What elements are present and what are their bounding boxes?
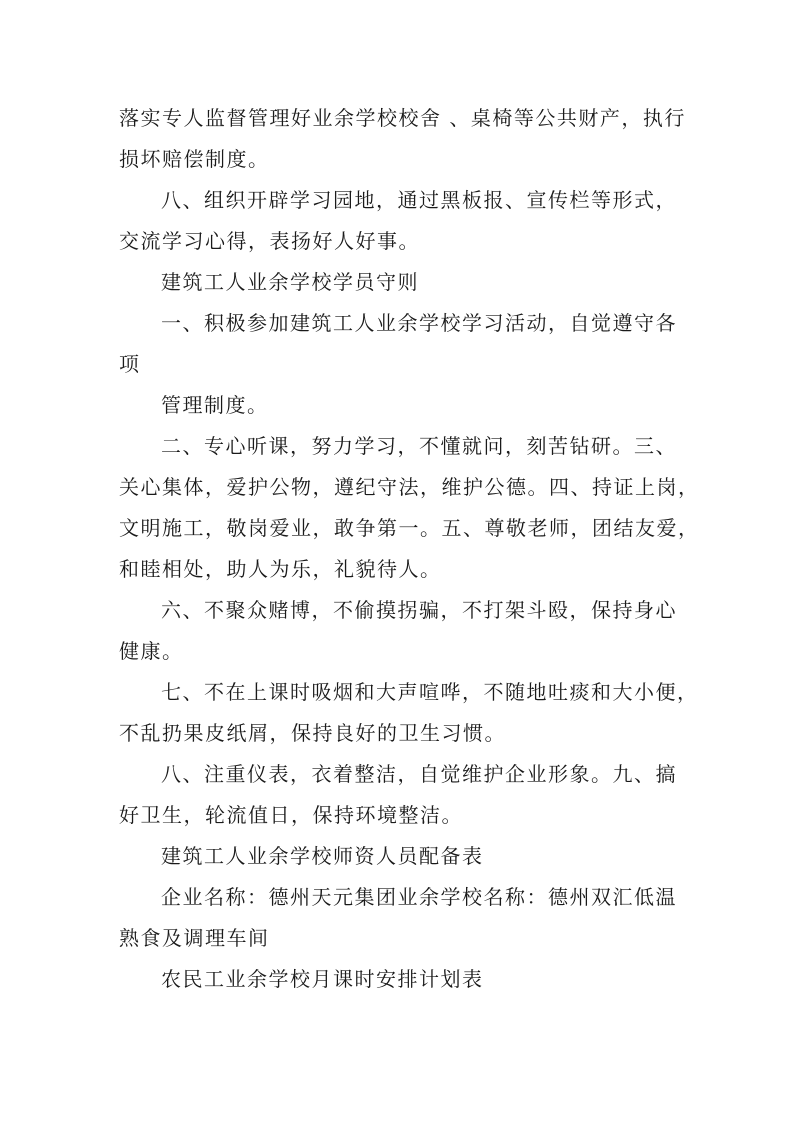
paragraph-rules-2-to-5 xyxy=(119,426,700,590)
text-line: 文明施工，敬岗爱业，敢争第一。五、尊敬老师，团结友爱， xyxy=(119,516,700,540)
text-line: 健康。 xyxy=(119,639,184,663)
text-line: 建筑工人业余学校学员守则 xyxy=(161,270,419,294)
text-line: 项 xyxy=(119,352,141,376)
text-line: 关心集体，爱护公物，遵纪守法，维护公德。四、持证上岗， xyxy=(119,475,700,499)
text-line: 熟食及调理车间 xyxy=(119,926,270,950)
text-line: 和睦相处，助人为乐，礼貌待人。 xyxy=(119,557,442,581)
text-line: 一、积极参加建筑工人业余学校学习活动，自觉遵守各 xyxy=(161,311,677,335)
text-line: 建筑工人业余学校师资人员配备表 xyxy=(161,844,484,868)
section-heading-monthly-schedule xyxy=(119,959,679,1000)
text-line: 农民工业余学校月课时安排计划表 xyxy=(161,967,484,991)
text-line: 八、注重仪表，衣着整洁，自觉维护企业形象。九、搞 xyxy=(161,762,677,786)
paragraph-rules-8-9 xyxy=(119,754,679,836)
text-line: 交流学习心得，表扬好人好事。 xyxy=(119,229,420,253)
section-heading-student-rules xyxy=(119,262,679,303)
text-line: 八、组织开辟学习园地，通过黑板报、宣传栏等形式， xyxy=(161,188,677,212)
text-line: 七、不在上课时吸烟和大声喧哗，不随地吐痰和大小便， xyxy=(161,680,699,704)
text-line: 六、不聚众赌博，不偷摸拐骗，不打架斗殴，保持身心 xyxy=(161,598,677,622)
text-line: 管理制度。 xyxy=(161,393,269,417)
text-line: 损坏赔偿制度。 xyxy=(119,147,270,171)
paragraph-management-rules xyxy=(119,385,679,426)
text-line: 二、专心听课，努力学习，不懂就问，刻苦钻研。三、 xyxy=(161,434,677,458)
paragraph-rule-6 xyxy=(119,590,679,672)
paragraph-item-8-study-garden xyxy=(119,180,679,262)
paragraph-rule-7 xyxy=(119,672,699,754)
paragraph-public-property xyxy=(119,98,686,180)
section-heading-teacher-staffing xyxy=(119,836,679,877)
paragraph-rule-1 xyxy=(119,303,679,385)
text-line: 落实专人监督管理好业余学校校舍 、桌椅等公共财产，执行 xyxy=(119,106,686,130)
text-line: 企业名称：德州天元集团业余学校名称：德州双汇低温 xyxy=(161,885,677,909)
text-line: 好卫生，轮流值日，保持环境整洁。 xyxy=(119,803,463,827)
paragraph-enterprise-name xyxy=(119,877,679,959)
text-line: 不乱扔果皮纸屑，保持良好的卫生习惯。 xyxy=(119,721,506,745)
